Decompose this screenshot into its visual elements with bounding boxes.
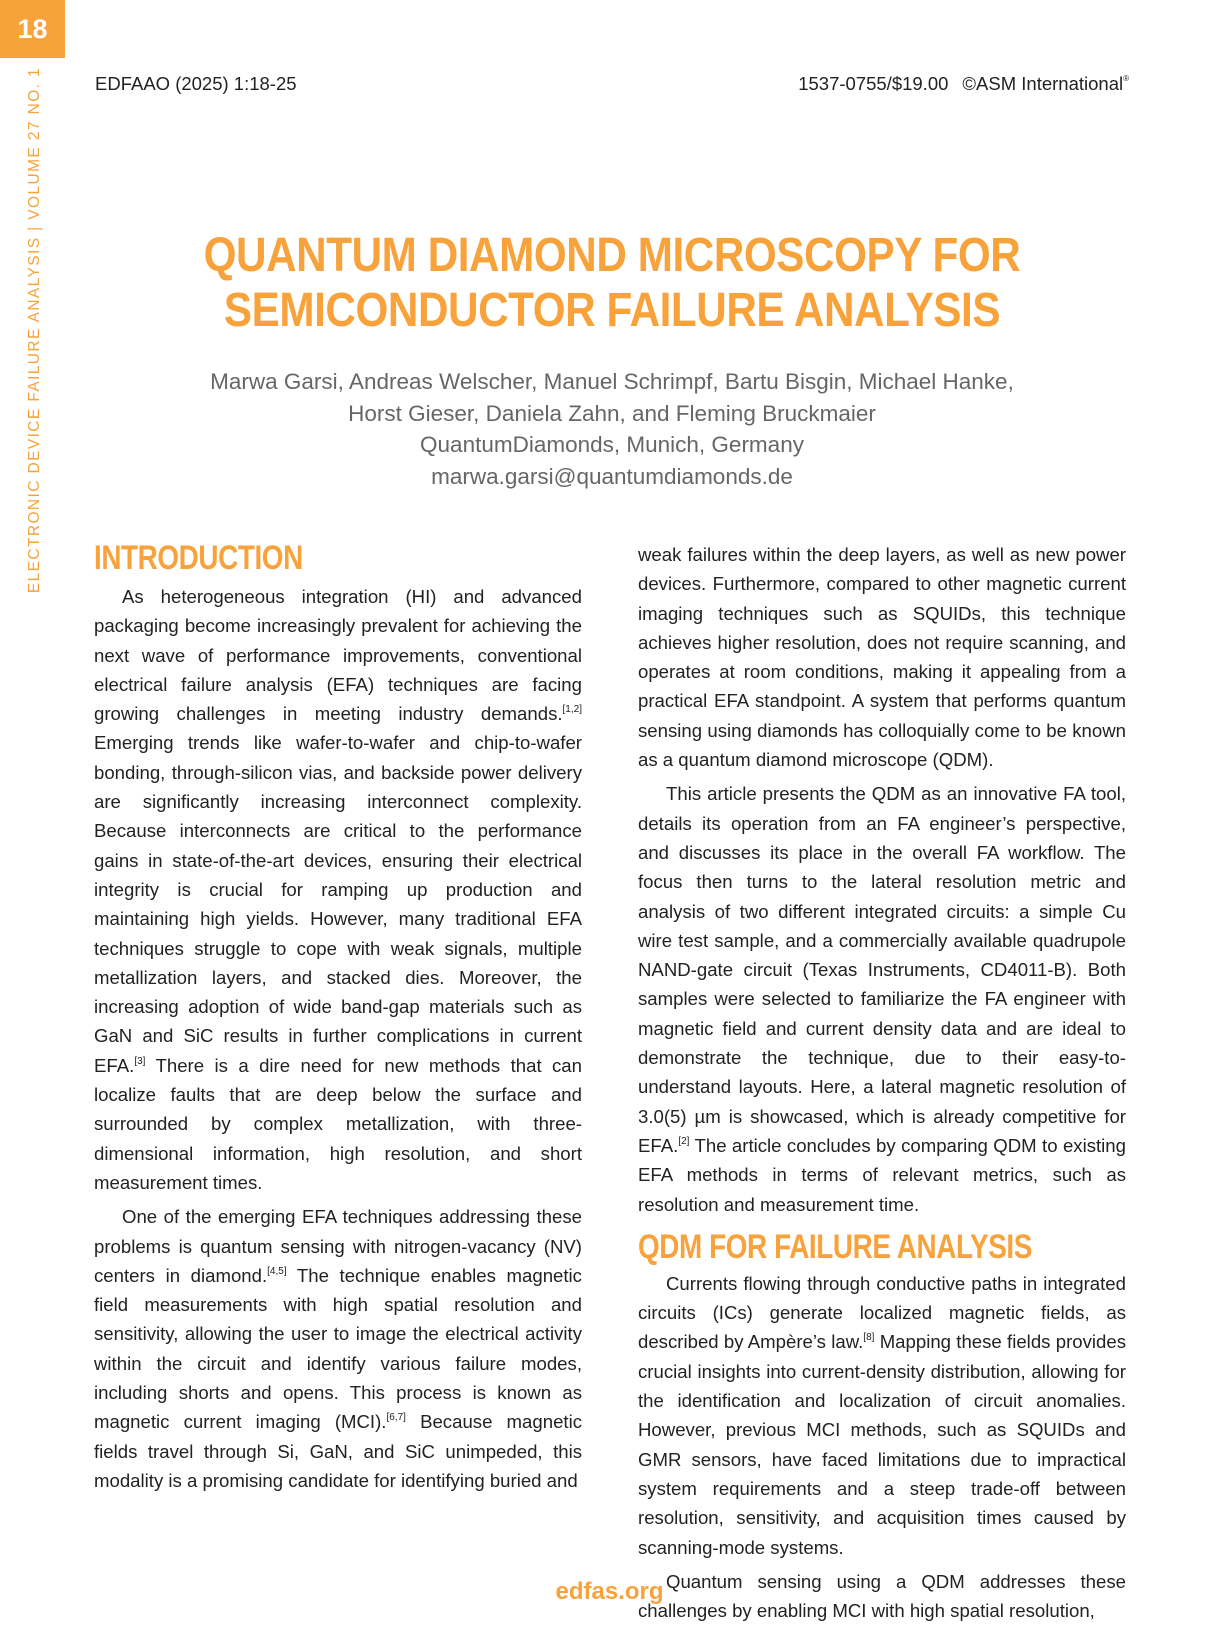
author-block	[95, 366, 1129, 492]
intro-p2-text-a: One of the emerging EFA techniques addressing these problems is quantum sensing with nitrogen-vacancy (NV) centers in diamond.	[94, 1206, 582, 1286]
author-line-1: Marwa Garsi, Andreas Welscher, Manuel Schrimpf, Bartu Bisgin, Michael Hanke,	[210, 369, 1014, 394]
citation-ref: [8]	[863, 1332, 875, 1344]
citation-ref: [6,7]	[386, 1412, 406, 1424]
intro-paragraph-1	[94, 582, 582, 1197]
article-title	[95, 228, 1129, 338]
qdm-p1-text-a: Currents flowing through conductive paths in integrated circuits (ICs) generate localized magnetic fields, as described by Ampère’s law.	[638, 1272, 1126, 1353]
copyright: ©ASM International	[962, 73, 1124, 94]
right-column	[638, 540, 1126, 1625]
left-column	[94, 540, 582, 1495]
citation-ref: [1,2]	[562, 704, 582, 716]
qdm-paragraph-1	[638, 1269, 1126, 1562]
intro-paragraph-3	[638, 779, 1126, 1218]
title-line-2: SEMICONDUCTOR FAILURE ANALYSIS	[223, 284, 1001, 337]
affiliation: QuantumDiamonds, Munich, Germany	[420, 432, 804, 457]
introduction-heading: INTRODUCTION	[94, 539, 303, 577]
intro-paragraph-2-continued: weak failures within the deep layers, as well as new power devices. Furthermore, compared to other magnetic current imaging techniques such as SQUIDs, this technique achieves higher resolution, does not require scanning, and operates at room conditions, making it appealing from a practical EFA standpoint. A system that performs quantum sensing using diamonds has colloquially come to be known as a quantum diamond microscope (QDM).	[638, 544, 1126, 771]
author-line-2: Horst Gieser, Daniela Zahn, and Fleming Bruckmaier	[348, 400, 876, 426]
intro-p3-text-a: This article presents the QDM as an innovative FA tool, details its operation from an FA engineer’s perspective, and discusses its place in the overall FA workflow. The focus then turns to the lateral resolution metric and analysis of two different integrated circuits: a simple Cu wire test sample, and a commercially available quadrupole NAND-gate circuit (Texas Instruments, CD4011-B). Both samples were selected to familiarize the FA engineer with magnetic field and current density data and are ideal to demonstrate the technique, due to their easy-to-understand layouts. Here, a lateral magnetic resolution of 3.0(5) µm is showcased, which is already competitive for EFA.	[638, 783, 1126, 1156]
issn-price: 1537-0755/$19.00	[798, 73, 949, 94]
intro-p1-text-a: As heterogeneous integration (HI) and advanced packaging become increasingly prevalent for achieving the next wave of performance improvements, conventional electrical failure analysis (EFA) techniques are facing growing challenges in meeting industry demands.	[94, 586, 582, 725]
title-line-1: QUANTUM DIAMOND MICROSCOPY FOR	[203, 229, 1021, 282]
qdm-p1-text-b: Mapping these fields provides crucial insights into current-density distribution, allowing for the identification and localization of circuit anomalies. However, previous MCI methods, such as SQUIDs and GMR sensors, have faced limitations due to impractical system requirements and a steep trade-off between resolution, sensitivity, and acquisition times caused by scanning-mode systems.	[638, 1331, 1127, 1558]
citation-header: EDFAAO (2025) 1:18-25	[95, 73, 297, 94]
side-running-label: ELECTRONIC DEVICE FAILURE ANALYSIS | VOLUME 27 NO. 1	[26, 66, 43, 594]
intro-p3-text-b: The article concludes by comparing QDM to existing EFA methods in terms of relevant metrics, such as resolution and measurement time.	[638, 1134, 1126, 1215]
intro-p2-text-b: The technique enables magnetic field measurements with high spatial resolution and sensitivity, allowing the user to image the electrical activity within the circuit and identify various failure modes, including shorts and opens. This process is known as magnetic current imaging (MCI).	[94, 1264, 582, 1433]
citation-ref: [4,5]	[267, 1265, 287, 1277]
footer-website: edfas.org	[555, 1578, 664, 1605]
intro-p1-text-c: There is a dire need for new methods that can localize faults that are deep below the surface and surrounded by complex metallization, with three-dimensional information, high resolution, and short measurement times.	[94, 1054, 582, 1193]
intro-p1-text-b: Emerging trends like wafer-to-wafer and chip-to-wafer bonding, through-silicon vias, and backside power delivery are significantly increasing interconnect complexity. Because interconnects are critical to the performance gains in state-of-the-art devices, ensuring their electrical integrity is crucial for ramping up production and maintaining high yields. However, many traditional EFA techniques struggle to cope with weak signals, multiple metallization layers, and stacked dies. Moreover, the increasing adoption of wide band-gap materials such as GaN and SiC results in further complications in current EFA.	[94, 732, 582, 1076]
intro-p2-text-c: Because magnetic fields travel through Si, GaN, and SiC unimpeded, this modality is a promising candidate for identifying buried and	[94, 1411, 583, 1491]
author-email: marwa.garsi@quantumdiamonds.de	[431, 463, 793, 489]
page-number-badge: 18	[0, 0, 65, 58]
citation-ref: [3]	[134, 1055, 146, 1067]
registered-mark: ®	[1123, 74, 1129, 83]
qdm-paragraph-2: Quantum sensing using a QDM addresses these challenges by enabling MCI with high spatial resolution,	[638, 1570, 1126, 1622]
citation-ref: [2]	[678, 1135, 690, 1147]
intro-paragraph-2	[94, 1202, 582, 1495]
qdm-heading: QDM FOR FAILURE ANALYSIS	[638, 1227, 1032, 1266]
publisher-header	[798, 73, 1129, 95]
